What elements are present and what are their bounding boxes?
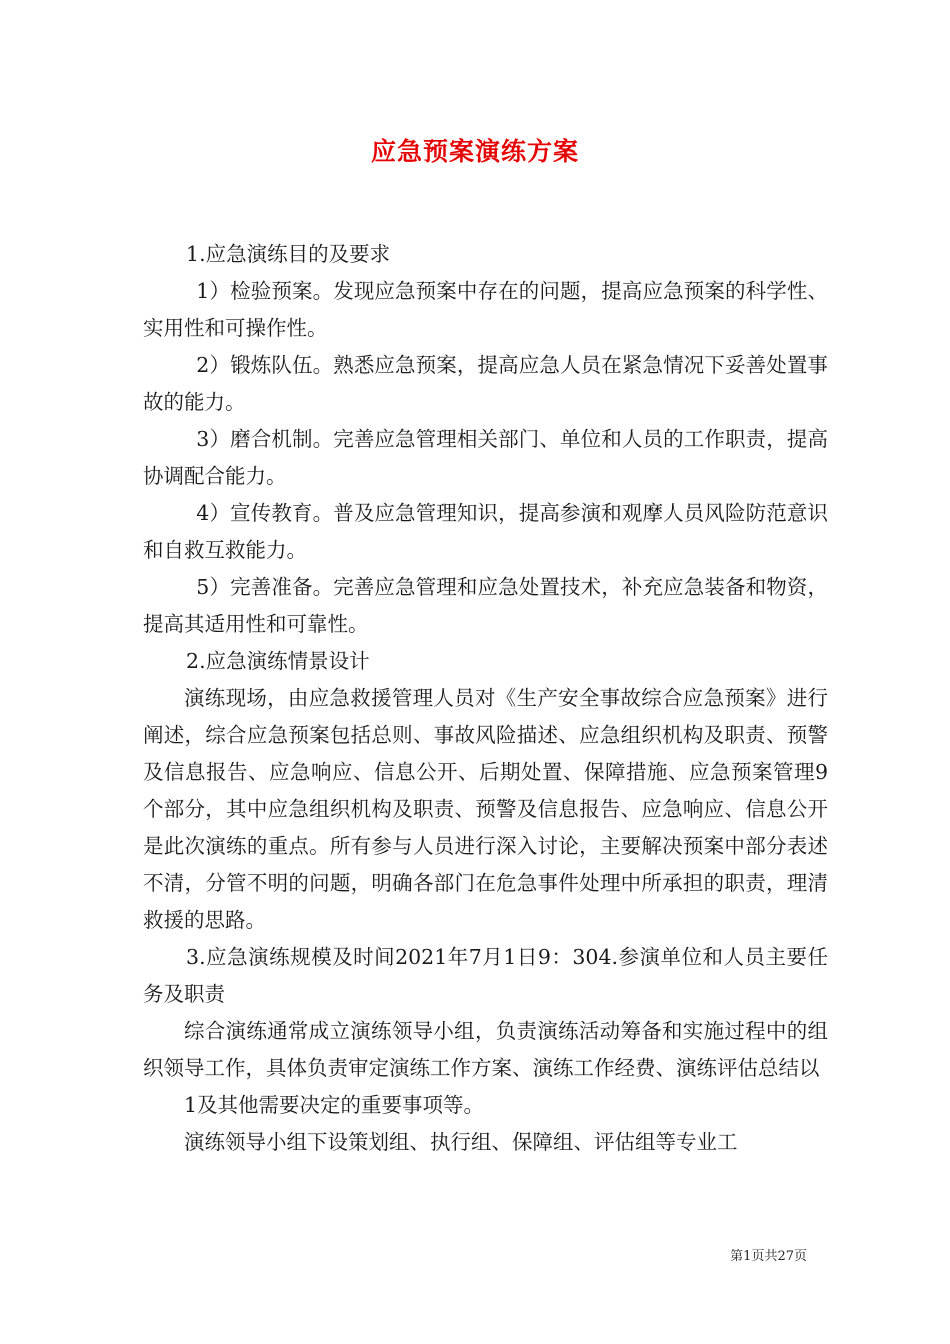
list-item-2: 2）锻炼队伍。熟悉应急预案，提高应急人员在紧急情况下妥善处置事故的能力。 (143, 353, 828, 414)
paragraph-other-matters: 1及其他需要决定的重要事项等。 (184, 1093, 485, 1117)
paragraph-subgroups: 演练领导小组下设策划组、执行组、保障组、评估组等专业工 (184, 1130, 738, 1154)
section-heading-1: 1.应急演练目的及要求 (186, 242, 391, 266)
paragraph-leadership: 综合演练通常成立演练领导小组，负责演练活动筹备和实施过程中的组织领导工作，具体负责审定演练工作方案、演练工作经费、演练评估总结以 (143, 1019, 828, 1080)
section-heading-3: 3.应急演练规模及时间2021年7月1日9：304.参演单位和人员主要任务及职责 (143, 945, 828, 1006)
page-number: 第1页共27页 (730, 1249, 807, 1264)
list-item-3: 3）磨合机制。完善应急管理相关部门、单位和人员的工作职责，提高协调配合能力。 (143, 427, 828, 488)
document-title: 应急预案演练方案 (370, 137, 579, 166)
section-heading-2: 2.应急演练情景设计 (186, 649, 370, 673)
paragraph-scenario: 演练现场，由应急救援管理人员对《生产安全事故综合应急预案》进行阐述，综合应急预案包括总则、事故风险描述、应急组织机构及职责、预警及信息报告、应急响应、信息公开、后期处置、保障措施、应急预案管理9个部分，其中应急组织机构及职责、预警及信息报告、应急响应、信息公开是此次演练的重点。所有参与人员进行深入讨论，主要解决预案中部分表述不清，分管不明的问题，明确各部门在危急事件处理中所承担的职责，理清救援的思路。 (143, 686, 828, 932)
list-item-5: 5）完善准备。完善应急管理和应急处置技术，补充应急装备和物资，提高其适用性和可靠性。 (143, 575, 828, 636)
list-item-1: 1）检验预案。发现应急预案中存在的问题，提高应急预案的科学性、实用性和可操作性。 (143, 279, 828, 340)
list-item-4: 4）宣传教育。普及应急管理知识，提高参演和观摩人员风险防范意识和自救互救能力。 (143, 501, 828, 562)
document-body (143, 236, 828, 1161)
